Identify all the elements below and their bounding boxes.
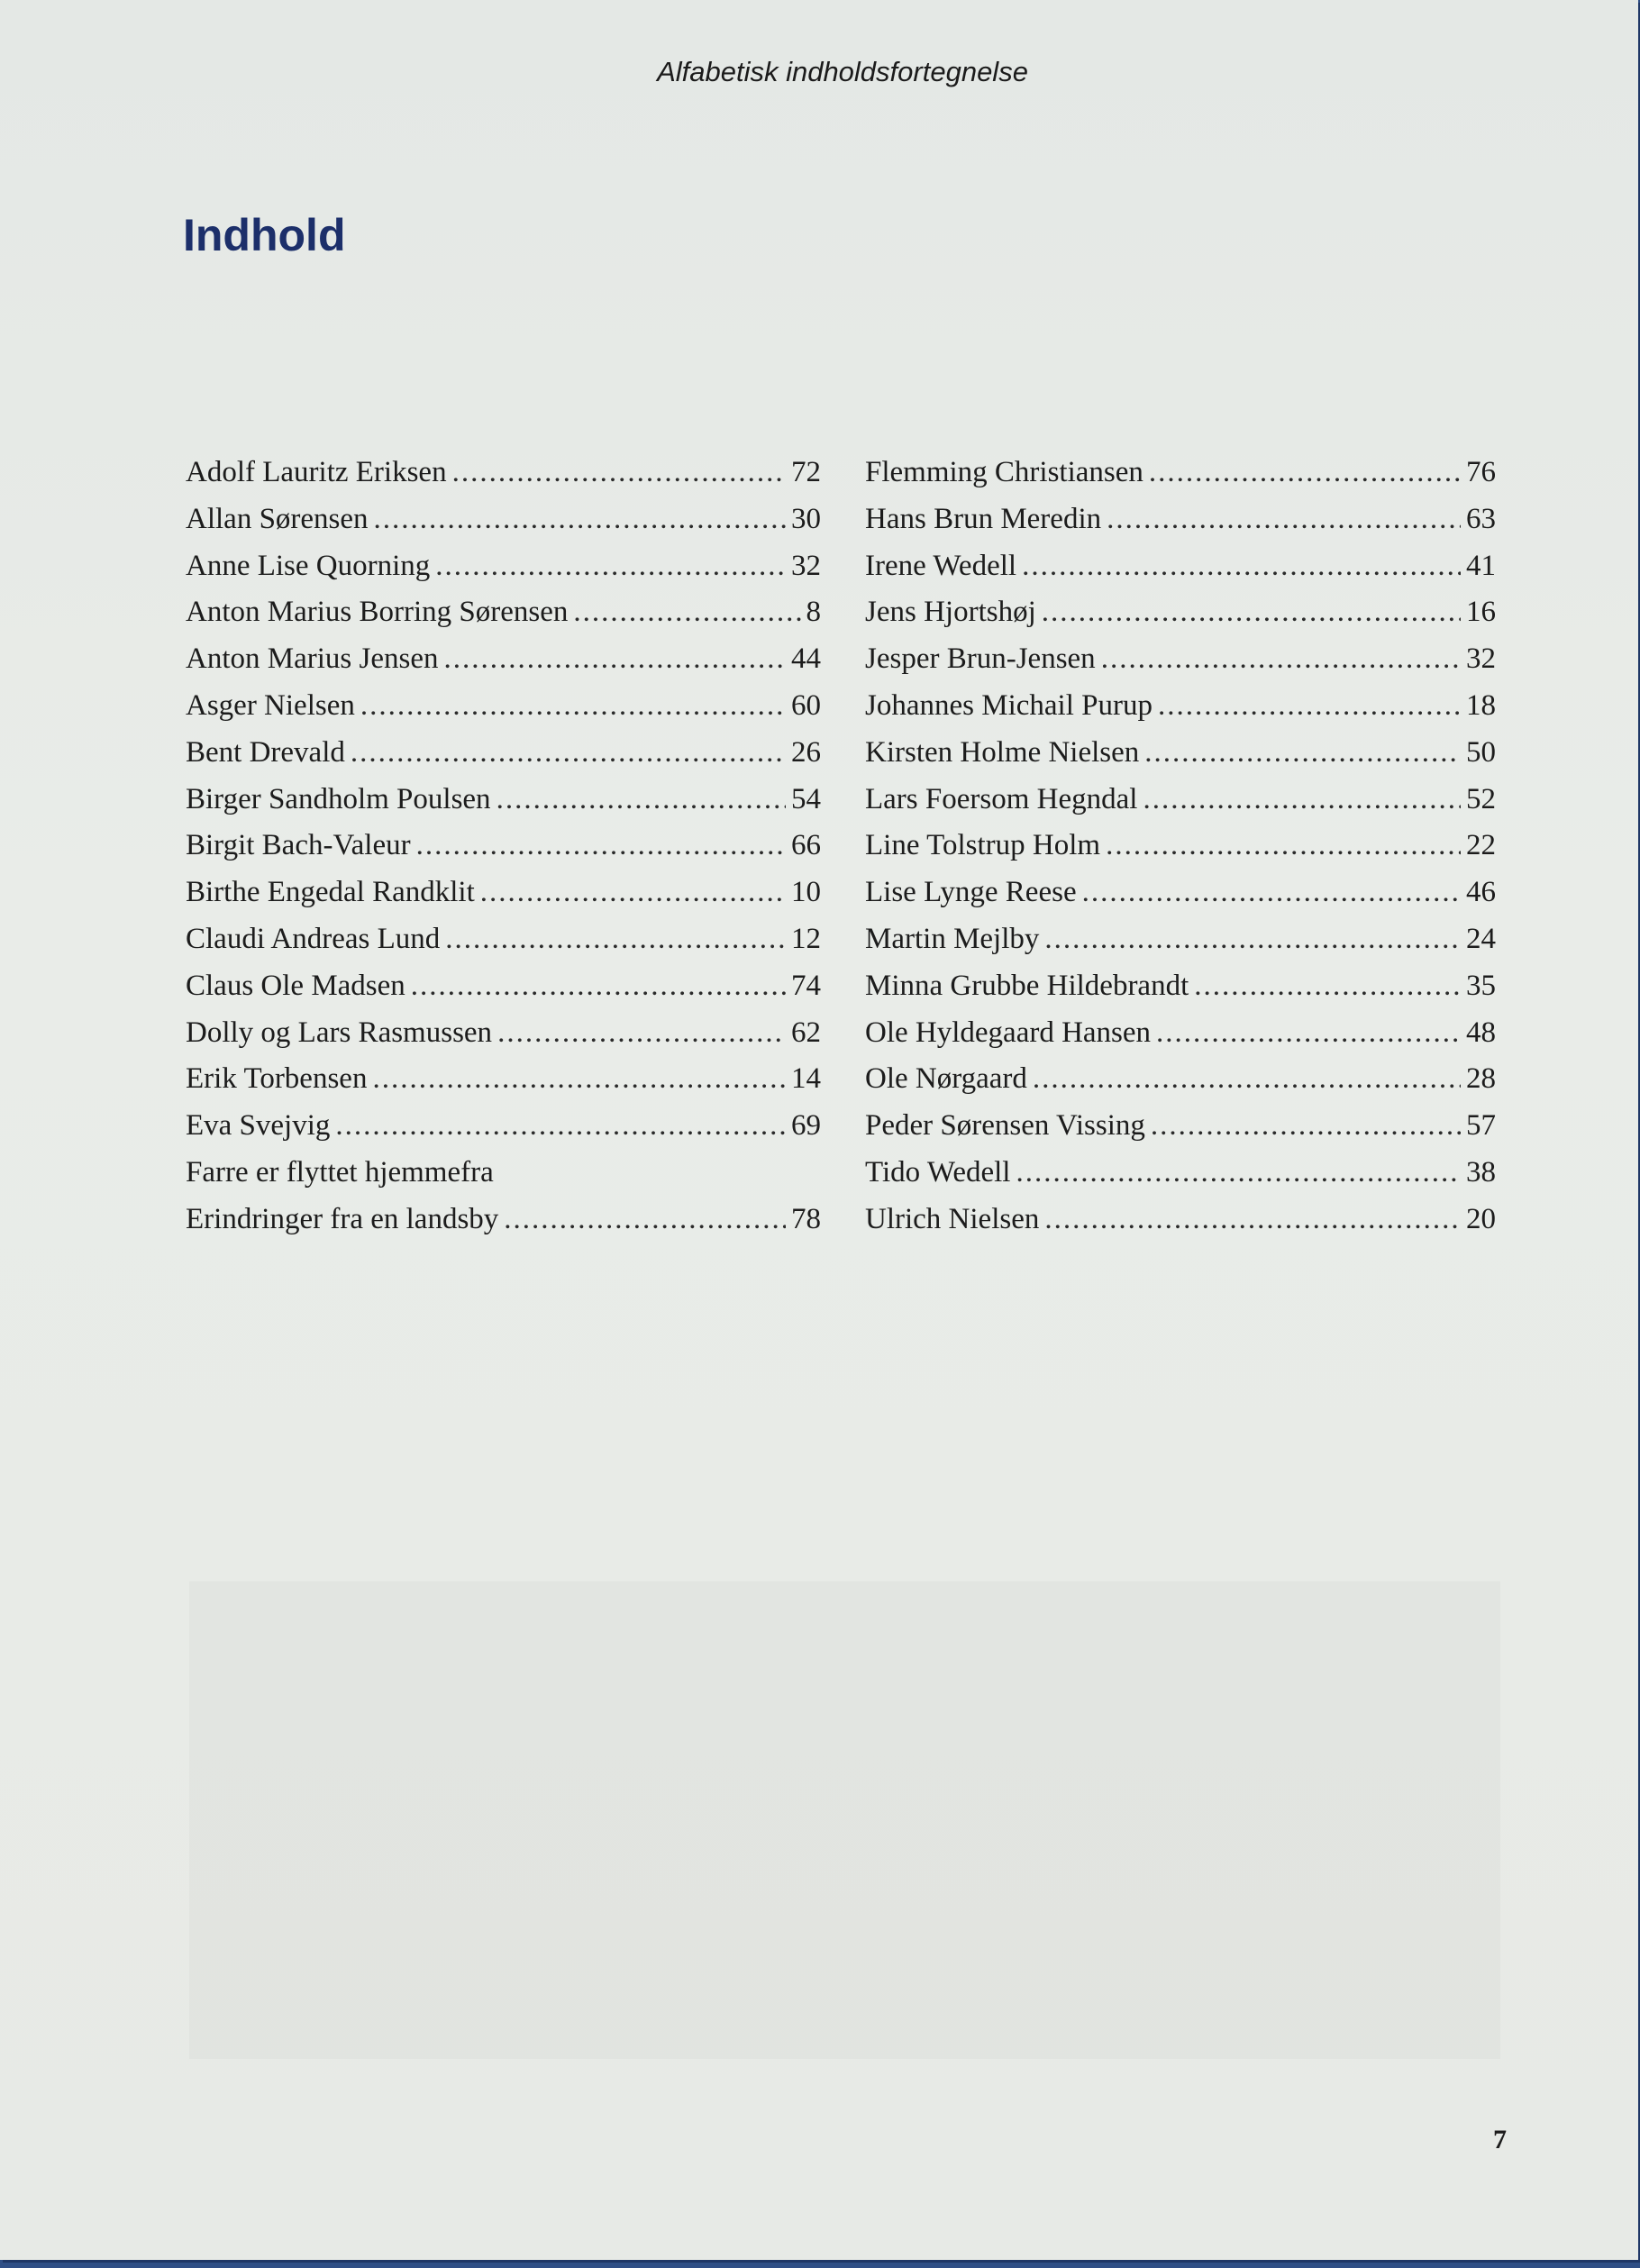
toc-entry-page: 32 bbox=[1466, 642, 1496, 676]
toc-entry-name: Lise Lynge Reese bbox=[865, 876, 1077, 909]
toc-entry bbox=[865, 970, 1496, 1016]
dot-leader bbox=[372, 1062, 786, 1096]
dot-leader bbox=[452, 456, 786, 489]
dot-leader bbox=[374, 503, 786, 536]
dot-leader bbox=[1042, 596, 1461, 629]
toc-entry-page: 60 bbox=[791, 688, 821, 722]
toc-entry-page: 24 bbox=[1466, 922, 1496, 955]
toc-entry bbox=[186, 783, 821, 830]
toc-entry-name: Line Tolstrup Holm bbox=[865, 829, 1101, 862]
toc-entry-name: Eva Svejvig bbox=[186, 1109, 331, 1143]
toc-entry-page: 20 bbox=[1466, 1202, 1496, 1235]
dot-leader bbox=[416, 829, 786, 862]
toc-entry-page: 76 bbox=[1466, 456, 1496, 488]
toc-entry-name: Farre er flyttet hjemmefra bbox=[186, 1155, 494, 1189]
toc-entry bbox=[865, 783, 1496, 830]
toc-entry bbox=[186, 829, 821, 876]
dot-leader bbox=[1033, 1062, 1461, 1096]
dot-leader bbox=[443, 642, 786, 676]
dot-leader bbox=[1158, 689, 1461, 723]
toc-entry-page: 48 bbox=[1466, 1016, 1496, 1049]
toc-entry-name: Allan Sørensen bbox=[186, 502, 369, 535]
dot-leader bbox=[351, 736, 786, 770]
toc-entry bbox=[186, 923, 821, 970]
toc-entry-page: 14 bbox=[791, 1062, 821, 1096]
toc-entry bbox=[865, 1062, 1496, 1109]
toc-entry-name: Erik Torbensen bbox=[186, 1062, 368, 1096]
toc-entry-page: 52 bbox=[1466, 782, 1496, 815]
toc-entry bbox=[865, 876, 1496, 923]
toc-entry-page: 78 bbox=[791, 1202, 821, 1235]
dot-leader bbox=[335, 1109, 786, 1143]
toc-entry-name: Martin Mejlby bbox=[865, 922, 1040, 955]
toc-left-column bbox=[186, 456, 821, 1250]
dot-leader bbox=[445, 923, 786, 956]
dot-leader bbox=[1044, 1203, 1461, 1236]
toc-entry bbox=[865, 642, 1496, 689]
bleed-through-shadow bbox=[189, 1581, 1500, 2059]
toc-entry-name: Dolly og Lars Rasmussen bbox=[186, 1016, 493, 1049]
toc-entry-name: Claudi Andreas Lund bbox=[186, 922, 441, 955]
toc-entry-page: 63 bbox=[1466, 502, 1496, 535]
toc-entry-name: Peder Sørensen Vissing bbox=[865, 1109, 1145, 1143]
toc-entry bbox=[865, 1156, 1496, 1203]
toc-entry-name: Flemming Christiansen bbox=[865, 456, 1143, 488]
dot-leader bbox=[1082, 876, 1461, 909]
toc-entry-page: 22 bbox=[1466, 829, 1496, 862]
toc-entry-page: 35 bbox=[1466, 969, 1496, 1002]
page-number: 7 bbox=[1493, 2125, 1507, 2154]
toc-entry-name: Ole Hyldegaard Hansen bbox=[865, 1016, 1152, 1049]
toc-entry-page: 10 bbox=[791, 876, 821, 909]
toc-entry-name: Jens Hjortshøj bbox=[865, 596, 1036, 629]
toc-entry bbox=[865, 923, 1496, 970]
dot-leader bbox=[497, 1016, 786, 1050]
toc-entry-name: Ole Nørgaard bbox=[865, 1062, 1027, 1096]
toc-entry-page: 38 bbox=[1466, 1155, 1496, 1189]
toc-entry bbox=[186, 1109, 821, 1156]
toc-entry-name: Birgit Bach-Valeur bbox=[186, 829, 411, 862]
toc-entry-page: 16 bbox=[1466, 596, 1496, 629]
toc-entry bbox=[186, 1156, 821, 1203]
toc-entry bbox=[865, 456, 1496, 503]
toc-entry bbox=[186, 596, 821, 642]
toc-entry-name: Hans Brun Meredin bbox=[865, 502, 1102, 535]
dot-leader bbox=[360, 689, 786, 723]
toc-entry-name: Anton Marius Jensen bbox=[186, 642, 439, 676]
dot-leader bbox=[504, 1203, 786, 1236]
toc-entry bbox=[865, 1016, 1496, 1063]
dot-leader bbox=[1107, 503, 1461, 536]
toc-entry-page: 74 bbox=[791, 969, 821, 1002]
toc-entry bbox=[186, 1016, 821, 1063]
toc-entry bbox=[865, 550, 1496, 597]
toc-entry-name: Adolf Lauritz Eriksen bbox=[186, 456, 447, 488]
toc-entry bbox=[865, 1109, 1496, 1156]
dot-leader bbox=[1156, 1016, 1461, 1050]
page-title: Indhold bbox=[183, 210, 346, 260]
toc-entry-name: Birger Sandholm Poulsen bbox=[186, 782, 491, 815]
dot-leader bbox=[497, 783, 786, 816]
dot-leader bbox=[1149, 456, 1461, 489]
dot-leader bbox=[1016, 1156, 1461, 1189]
dot-leader bbox=[1106, 829, 1461, 862]
toc-entry-page: 69 bbox=[791, 1109, 821, 1143]
toc-entry bbox=[186, 1203, 821, 1250]
toc-entry bbox=[186, 970, 821, 1016]
toc-entry-page: 50 bbox=[1466, 735, 1496, 769]
toc-entry-page: 54 bbox=[791, 782, 821, 815]
toc-entry bbox=[186, 689, 821, 736]
toc-entry-page: 26 bbox=[791, 735, 821, 769]
toc-entry bbox=[186, 876, 821, 923]
toc-entry-name: Anne Lise Quorning bbox=[186, 549, 431, 582]
toc-entry-page: 8 bbox=[806, 596, 821, 629]
dot-leader bbox=[1144, 736, 1461, 770]
toc-entry bbox=[865, 503, 1496, 550]
toc-entry-name: Birthe Engedal Randklit bbox=[186, 876, 475, 909]
toc-entry-page: 66 bbox=[791, 829, 821, 862]
toc-entry-name: Tido Wedell bbox=[865, 1155, 1011, 1189]
toc-entry-page: 41 bbox=[1466, 549, 1496, 582]
toc-entry-name: Irene Wedell bbox=[865, 549, 1017, 582]
toc-entry bbox=[186, 550, 821, 597]
dot-leader bbox=[435, 550, 786, 583]
toc-entry-page: 57 bbox=[1466, 1109, 1496, 1143]
toc-entry-page: 62 bbox=[791, 1016, 821, 1049]
toc-entry bbox=[865, 829, 1496, 876]
toc-entry-page: 18 bbox=[1466, 688, 1496, 722]
toc-entry-name: Erindringer fra en landsby bbox=[186, 1202, 499, 1235]
toc-entry bbox=[186, 642, 821, 689]
toc-entry-name: Bent Drevald bbox=[186, 735, 345, 769]
toc-entry-page: 44 bbox=[791, 642, 821, 676]
toc-entry bbox=[865, 596, 1496, 642]
toc-entry-page: 12 bbox=[791, 922, 821, 955]
toc-entry-name: Claus Ole Madsen bbox=[186, 969, 405, 1002]
toc-entry bbox=[186, 1062, 821, 1109]
toc-entry bbox=[865, 736, 1496, 783]
toc-entry-page: 32 bbox=[791, 549, 821, 582]
toc-entry-page: 30 bbox=[791, 502, 821, 535]
toc-entry-page: 46 bbox=[1466, 876, 1496, 909]
toc-right-column bbox=[865, 456, 1496, 1250]
toc-entry-name: Minna Grubbe Hildebrandt bbox=[865, 969, 1189, 1002]
dot-leader bbox=[1022, 550, 1461, 583]
toc-entry-name: Johannes Michail Purup bbox=[865, 688, 1153, 722]
toc-entry bbox=[865, 1203, 1496, 1250]
toc-entry bbox=[186, 736, 821, 783]
toc-entry-page: 28 bbox=[1466, 1062, 1496, 1096]
toc-entry-name: Ulrich Nielsen bbox=[865, 1202, 1040, 1235]
dot-leader bbox=[573, 596, 800, 629]
dot-leader bbox=[1151, 1109, 1461, 1143]
toc-entry-name: Asger Nielsen bbox=[186, 688, 355, 722]
dot-leader bbox=[411, 970, 786, 1003]
toc-entry-name: Jesper Brun-Jensen bbox=[865, 642, 1096, 676]
toc-entry-name: Kirsten Holme Nielsen bbox=[865, 735, 1140, 769]
dot-leader bbox=[480, 876, 786, 909]
toc-entry bbox=[186, 503, 821, 550]
dot-leader bbox=[1194, 970, 1461, 1003]
toc-entry-name: Anton Marius Borring Sørensen bbox=[186, 596, 569, 629]
toc-entry bbox=[865, 689, 1496, 736]
dot-leader bbox=[1101, 642, 1461, 676]
dot-leader bbox=[1044, 923, 1461, 956]
dot-leader bbox=[1143, 783, 1461, 816]
toc-entry-name: Lars Foersom Hegndal bbox=[865, 782, 1138, 815]
toc-entry bbox=[186, 456, 821, 503]
running-head: Alfabetisk indholdsfortegnelse bbox=[657, 56, 1028, 87]
toc-entry-page: 72 bbox=[791, 456, 821, 488]
